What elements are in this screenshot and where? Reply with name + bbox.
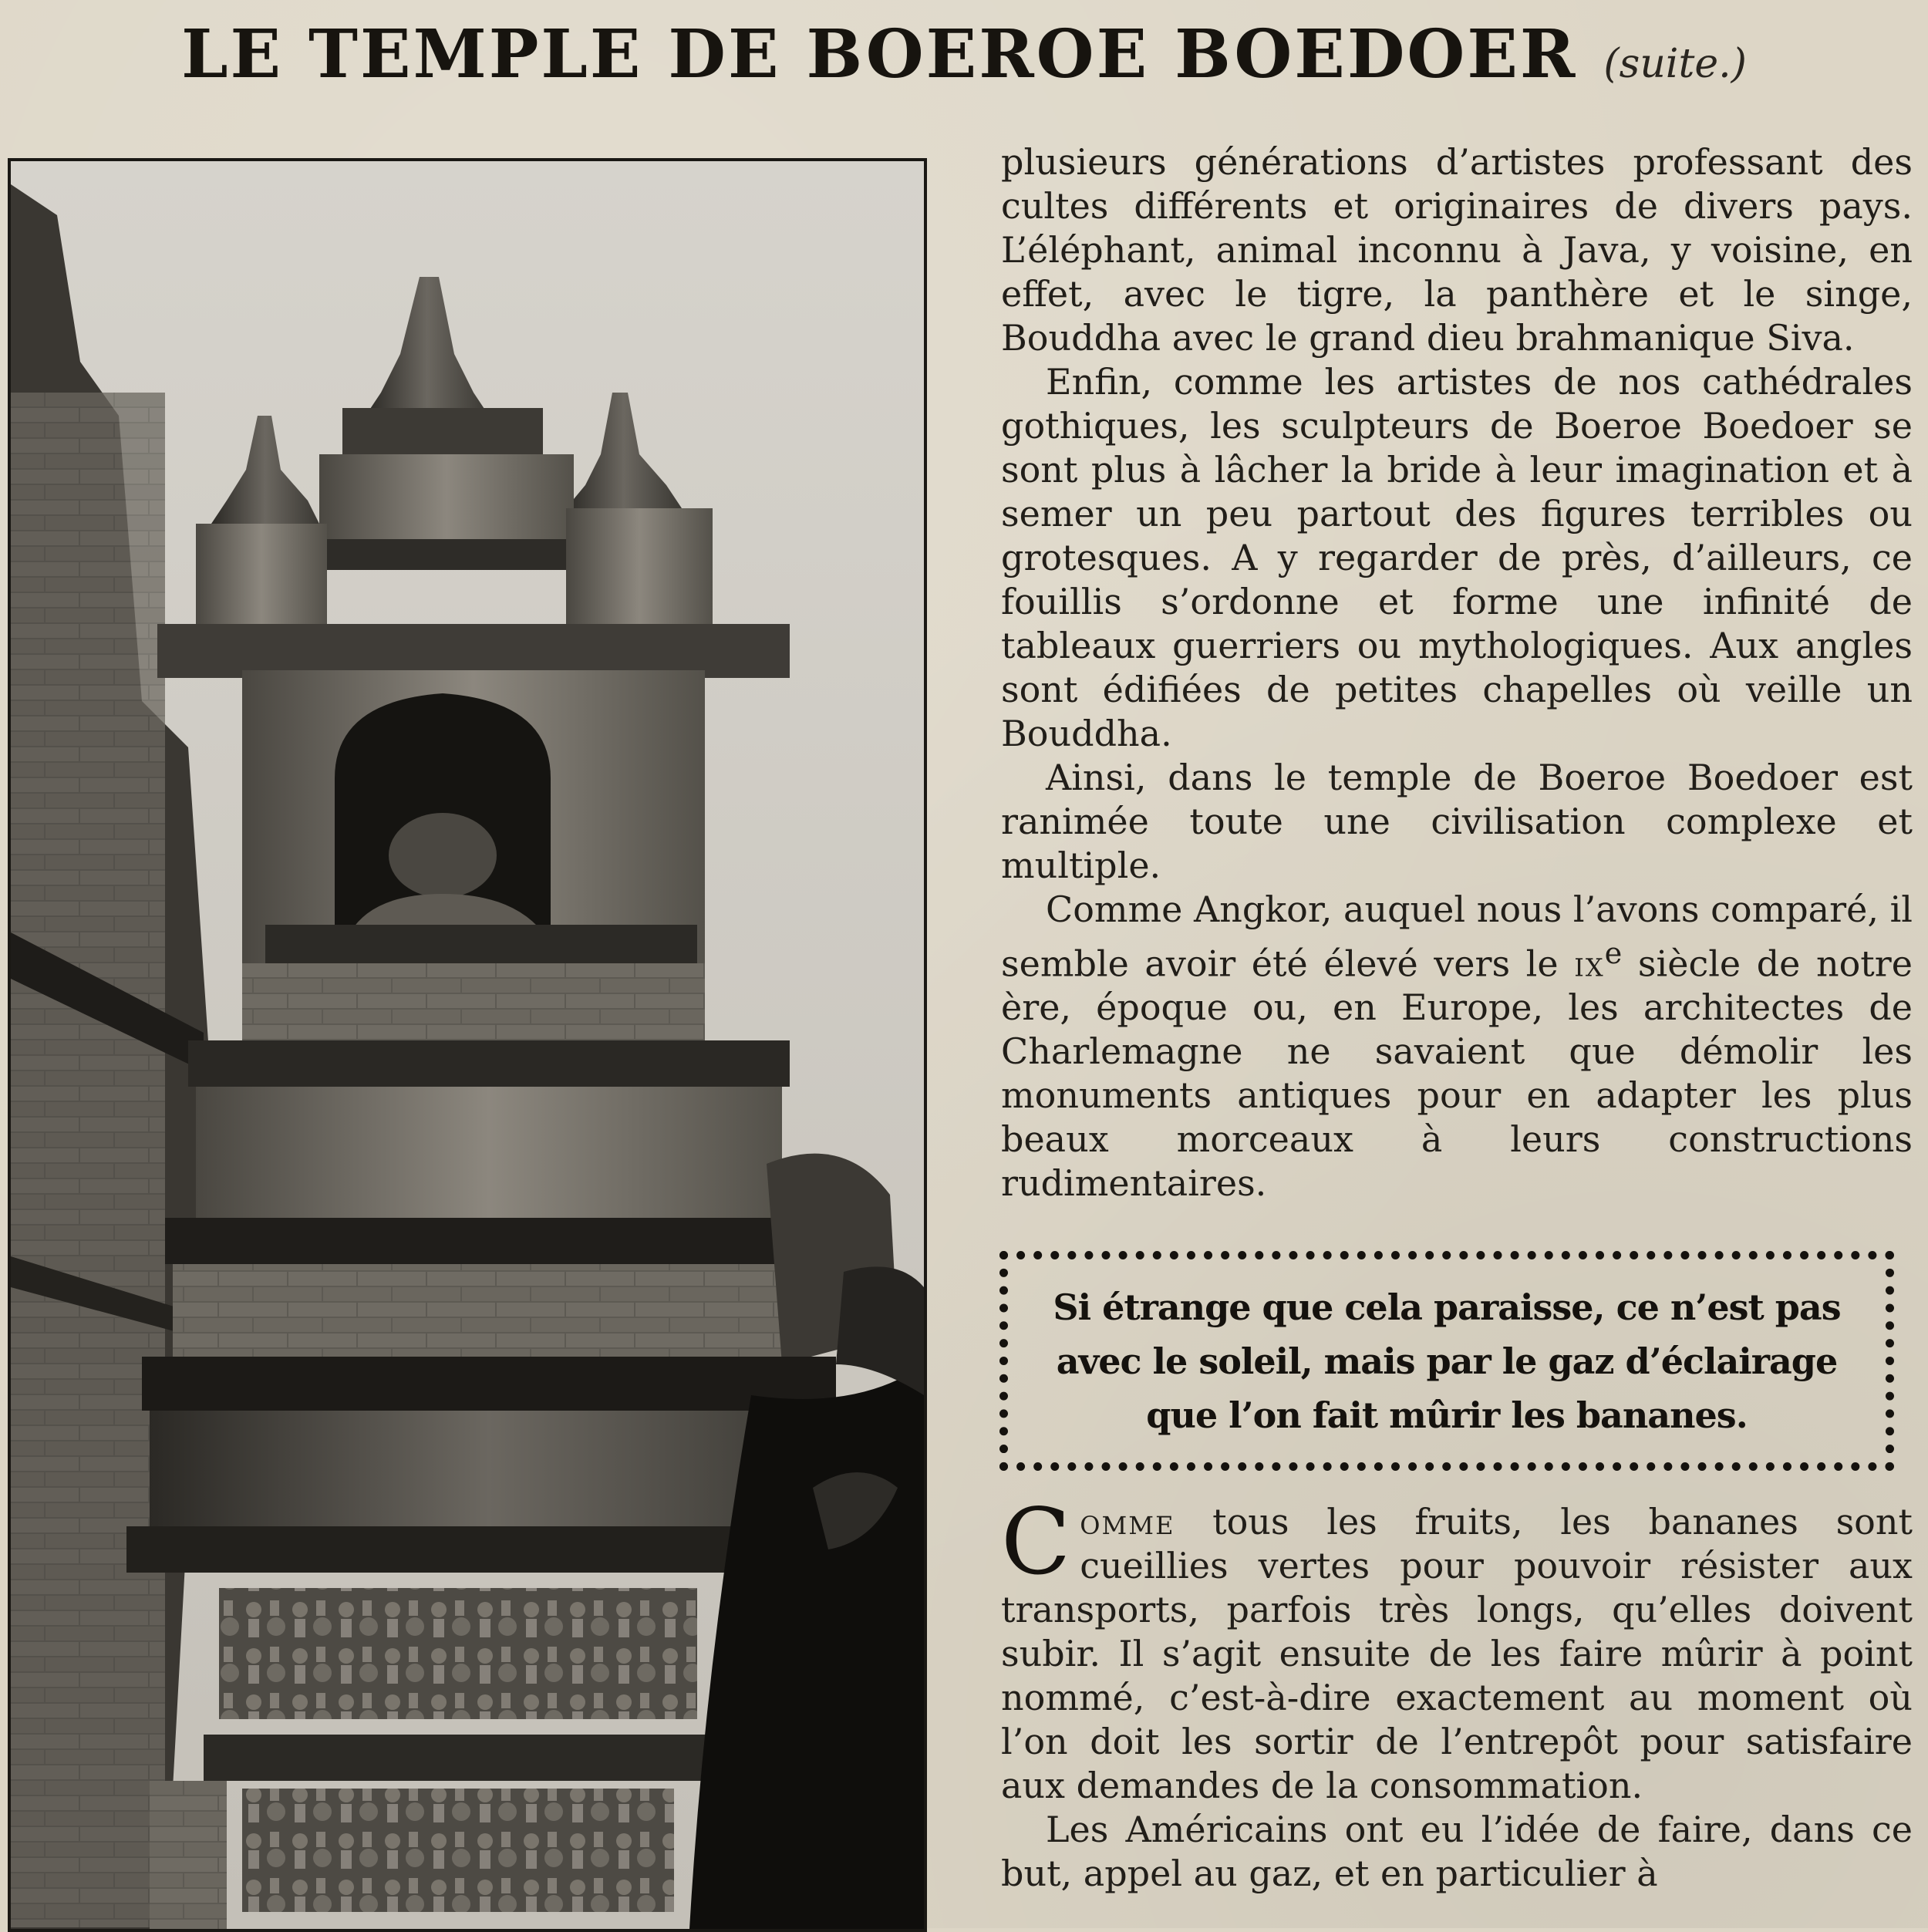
opening-smallcaps: omme [1080,1501,1175,1543]
callout-text: Si étrange que cela paraisse, ce n’est pas avec le soleil, mais par le gaz d’éclairage que l’on fait mûrir les bananes. [1053,1286,1841,1436]
banana-paragraph-2: Les Américains ont eu l’idée de faire, dans ce but, appel au gaz, et en particulier à [1001,1809,1913,1894]
temple-paragraph-4-start: Comme Angkor, auquel nous l’avons comparé, il semble avoir été élevé vers le [1001,888,1913,985]
temple-photo-icon [11,161,924,1929]
banana-paragraph-1 [1001,1489,1913,1808]
temple-paragraph-4-end: siècle de notre ère, époque ou, en Europe, les architectes de Charlemagne ne savaient que démolir les monuments antiques pour en adapter les plus beaux morceaux à leurs constructions rudimentaires. [1001,942,1913,1205]
temple-paragraph-3: Ainsi, dans le temple de Boeroe Boedoer est ranimée toute une civilisation complexe et multiple. [1001,757,1913,886]
title-main: LE TEMPLE DE BOEROE BOEDOER [181,15,1578,93]
banana-article-text [1001,1489,1913,1896]
drop-cap: C [1001,1489,1071,1595]
article-title [0,15,1928,93]
temple-paragraph-2: Enfin, comme les artistes de nos cathédrales gothiques, les sculpteurs de Boeroe Boedoer se sont plus à lâcher la bride à leur imagination et à semer un peu partout des figures terribles ou grotesques. A y regarder de près, d’ailleurs, ce fouillis s’ordonne et forme une infinité de tableaux guerriers ou mythologiques. Aux angles sont édifiées de petites chapelles où veille un Bouddha. [1001,361,1913,754]
temple-article-text [1001,140,1913,1205]
temple-photograph [8,158,927,1932]
temple-paragraph-4 [1001,888,1913,1205]
banana-callout-box [999,1251,1894,1471]
temple-paragraph-1: plusieurs générations d’artistes professant des cultes différents et originaires de divers pays. L’éléphant, animal inconnu à Java, y voisine, en effet, avec le tigre, la panthère et le singe, Bouddha avec le grand dieu brahmanique Siva. [1001,141,1913,359]
title-suite: (suite.) [1603,41,1747,87]
century-numeral: ix [1574,942,1605,985]
century-superscript: e [1604,936,1623,971]
banana-paragraph-1-rest: tous les fruits, les bananes sont cueillies vertes pour pouvoir résister aux transports, parfois très longs, qu’elles doivent subir. Il s’agit ensuite de les faire mûrir à point nommé, c’est-à-dire exactement au moment où l’on doit les sortir de l’entrepôt pour satisfaire aux demandes de la consommation. [1001,1501,1913,1806]
